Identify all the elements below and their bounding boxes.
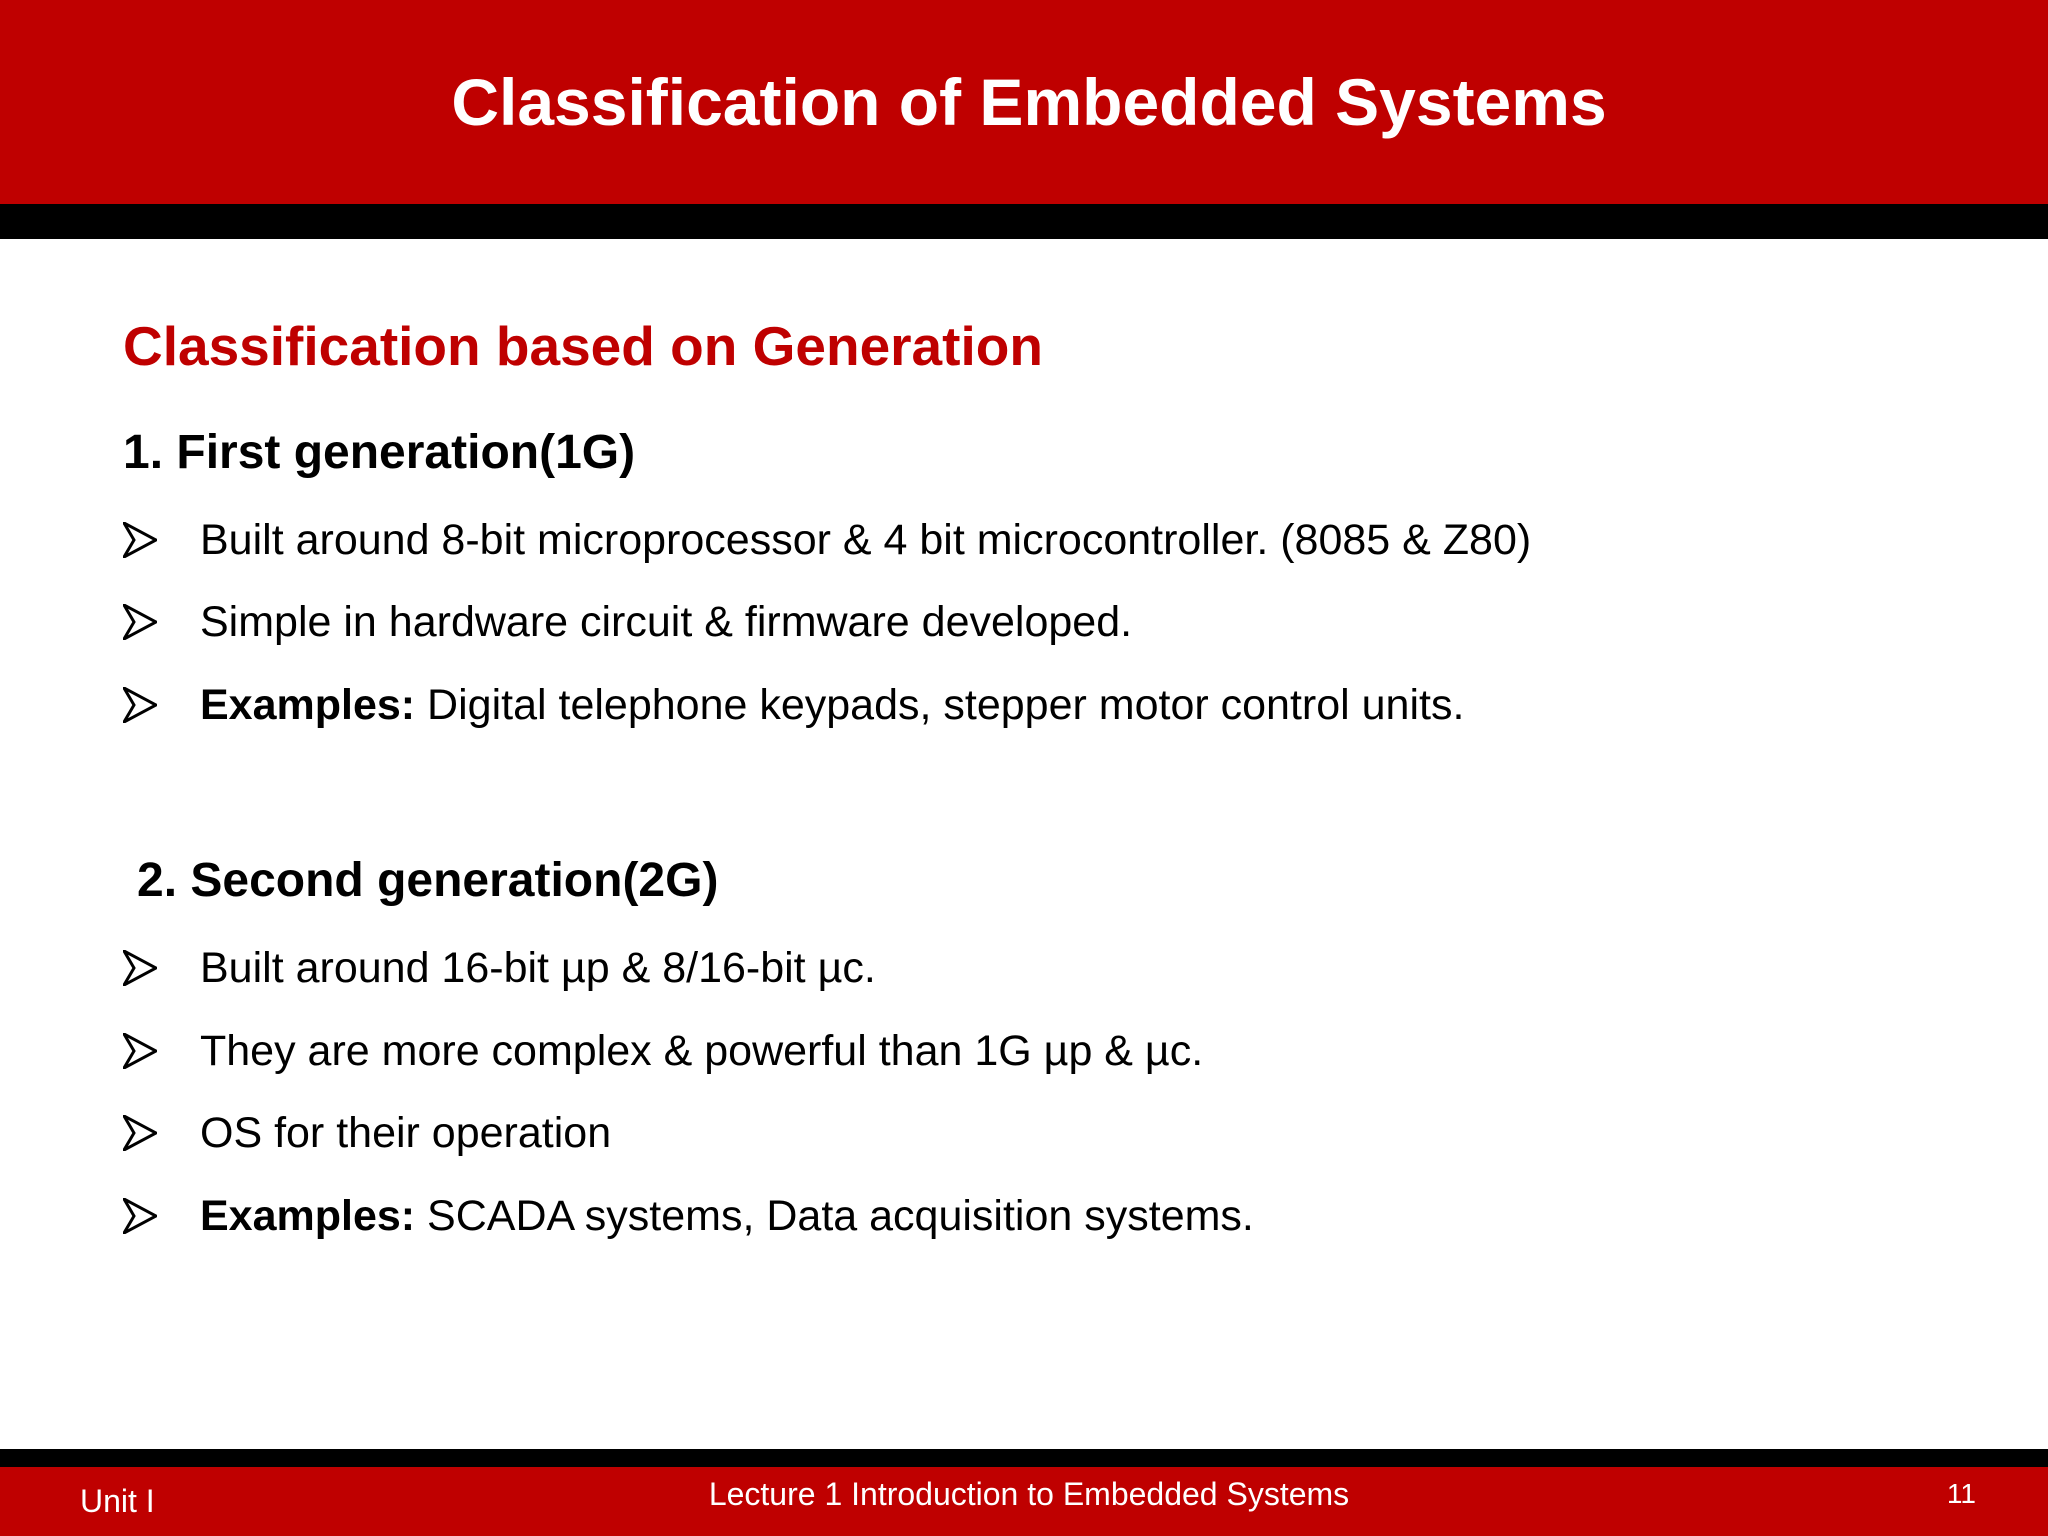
- arrowhead-bullet-icon: [123, 950, 157, 986]
- footer-unit-label: Unit I: [80, 1483, 155, 1519]
- list-item: [123, 594, 2003, 650]
- bullet-text: Built around 16-bit µp & 8/16-bit µc.: [200, 944, 876, 992]
- arrowhead-bullet-icon: [123, 1198, 157, 1234]
- list-item: [123, 1023, 2003, 1079]
- list-item: [123, 677, 2003, 733]
- section-title: Classification based on Generation: [123, 315, 1043, 377]
- title-divider-bar: [0, 204, 2048, 239]
- bullet-text: Examples: SCADA systems, Data acquisition systems.: [200, 1192, 1254, 1240]
- bullet-text: Simple in hardware circuit & firmware developed.: [200, 598, 1133, 646]
- footer-divider-bar: [0, 1449, 2048, 1467]
- bullet-text: They are more complex & powerful than 1G µp & µc.: [200, 1027, 1204, 1075]
- list-item: [123, 1105, 2003, 1161]
- list-item: [123, 940, 2003, 996]
- arrowhead-bullet-icon: [123, 687, 157, 723]
- slide-title: Classification of Embedded Systems: [451, 65, 1607, 139]
- bullet-text: Built around 8-bit microprocessor & 4 bit microcontroller. (8085 & Z80): [200, 516, 1532, 564]
- arrowhead-bullet-icon: [123, 1115, 157, 1151]
- bullet-text: Examples: Digital telephone keypads, stepper motor control units.: [200, 681, 1465, 729]
- page-number: 11: [1946, 1478, 1976, 1509]
- arrowhead-bullet-icon: [123, 522, 157, 558]
- bullet-text: OS for their operation: [200, 1109, 612, 1157]
- list-item: [123, 512, 2003, 568]
- footer-lecture-title: Lecture 1 Introduction to Embedded Systems: [708, 1476, 1350, 1512]
- arrowhead-bullet-icon: [123, 604, 157, 640]
- first-generation-heading: 1. First generation(1G): [123, 426, 636, 479]
- arrowhead-bullet-icon: [123, 1033, 157, 1069]
- second-generation-heading: 2. Second generation(2G): [137, 854, 719, 907]
- list-item: [123, 1188, 2003, 1244]
